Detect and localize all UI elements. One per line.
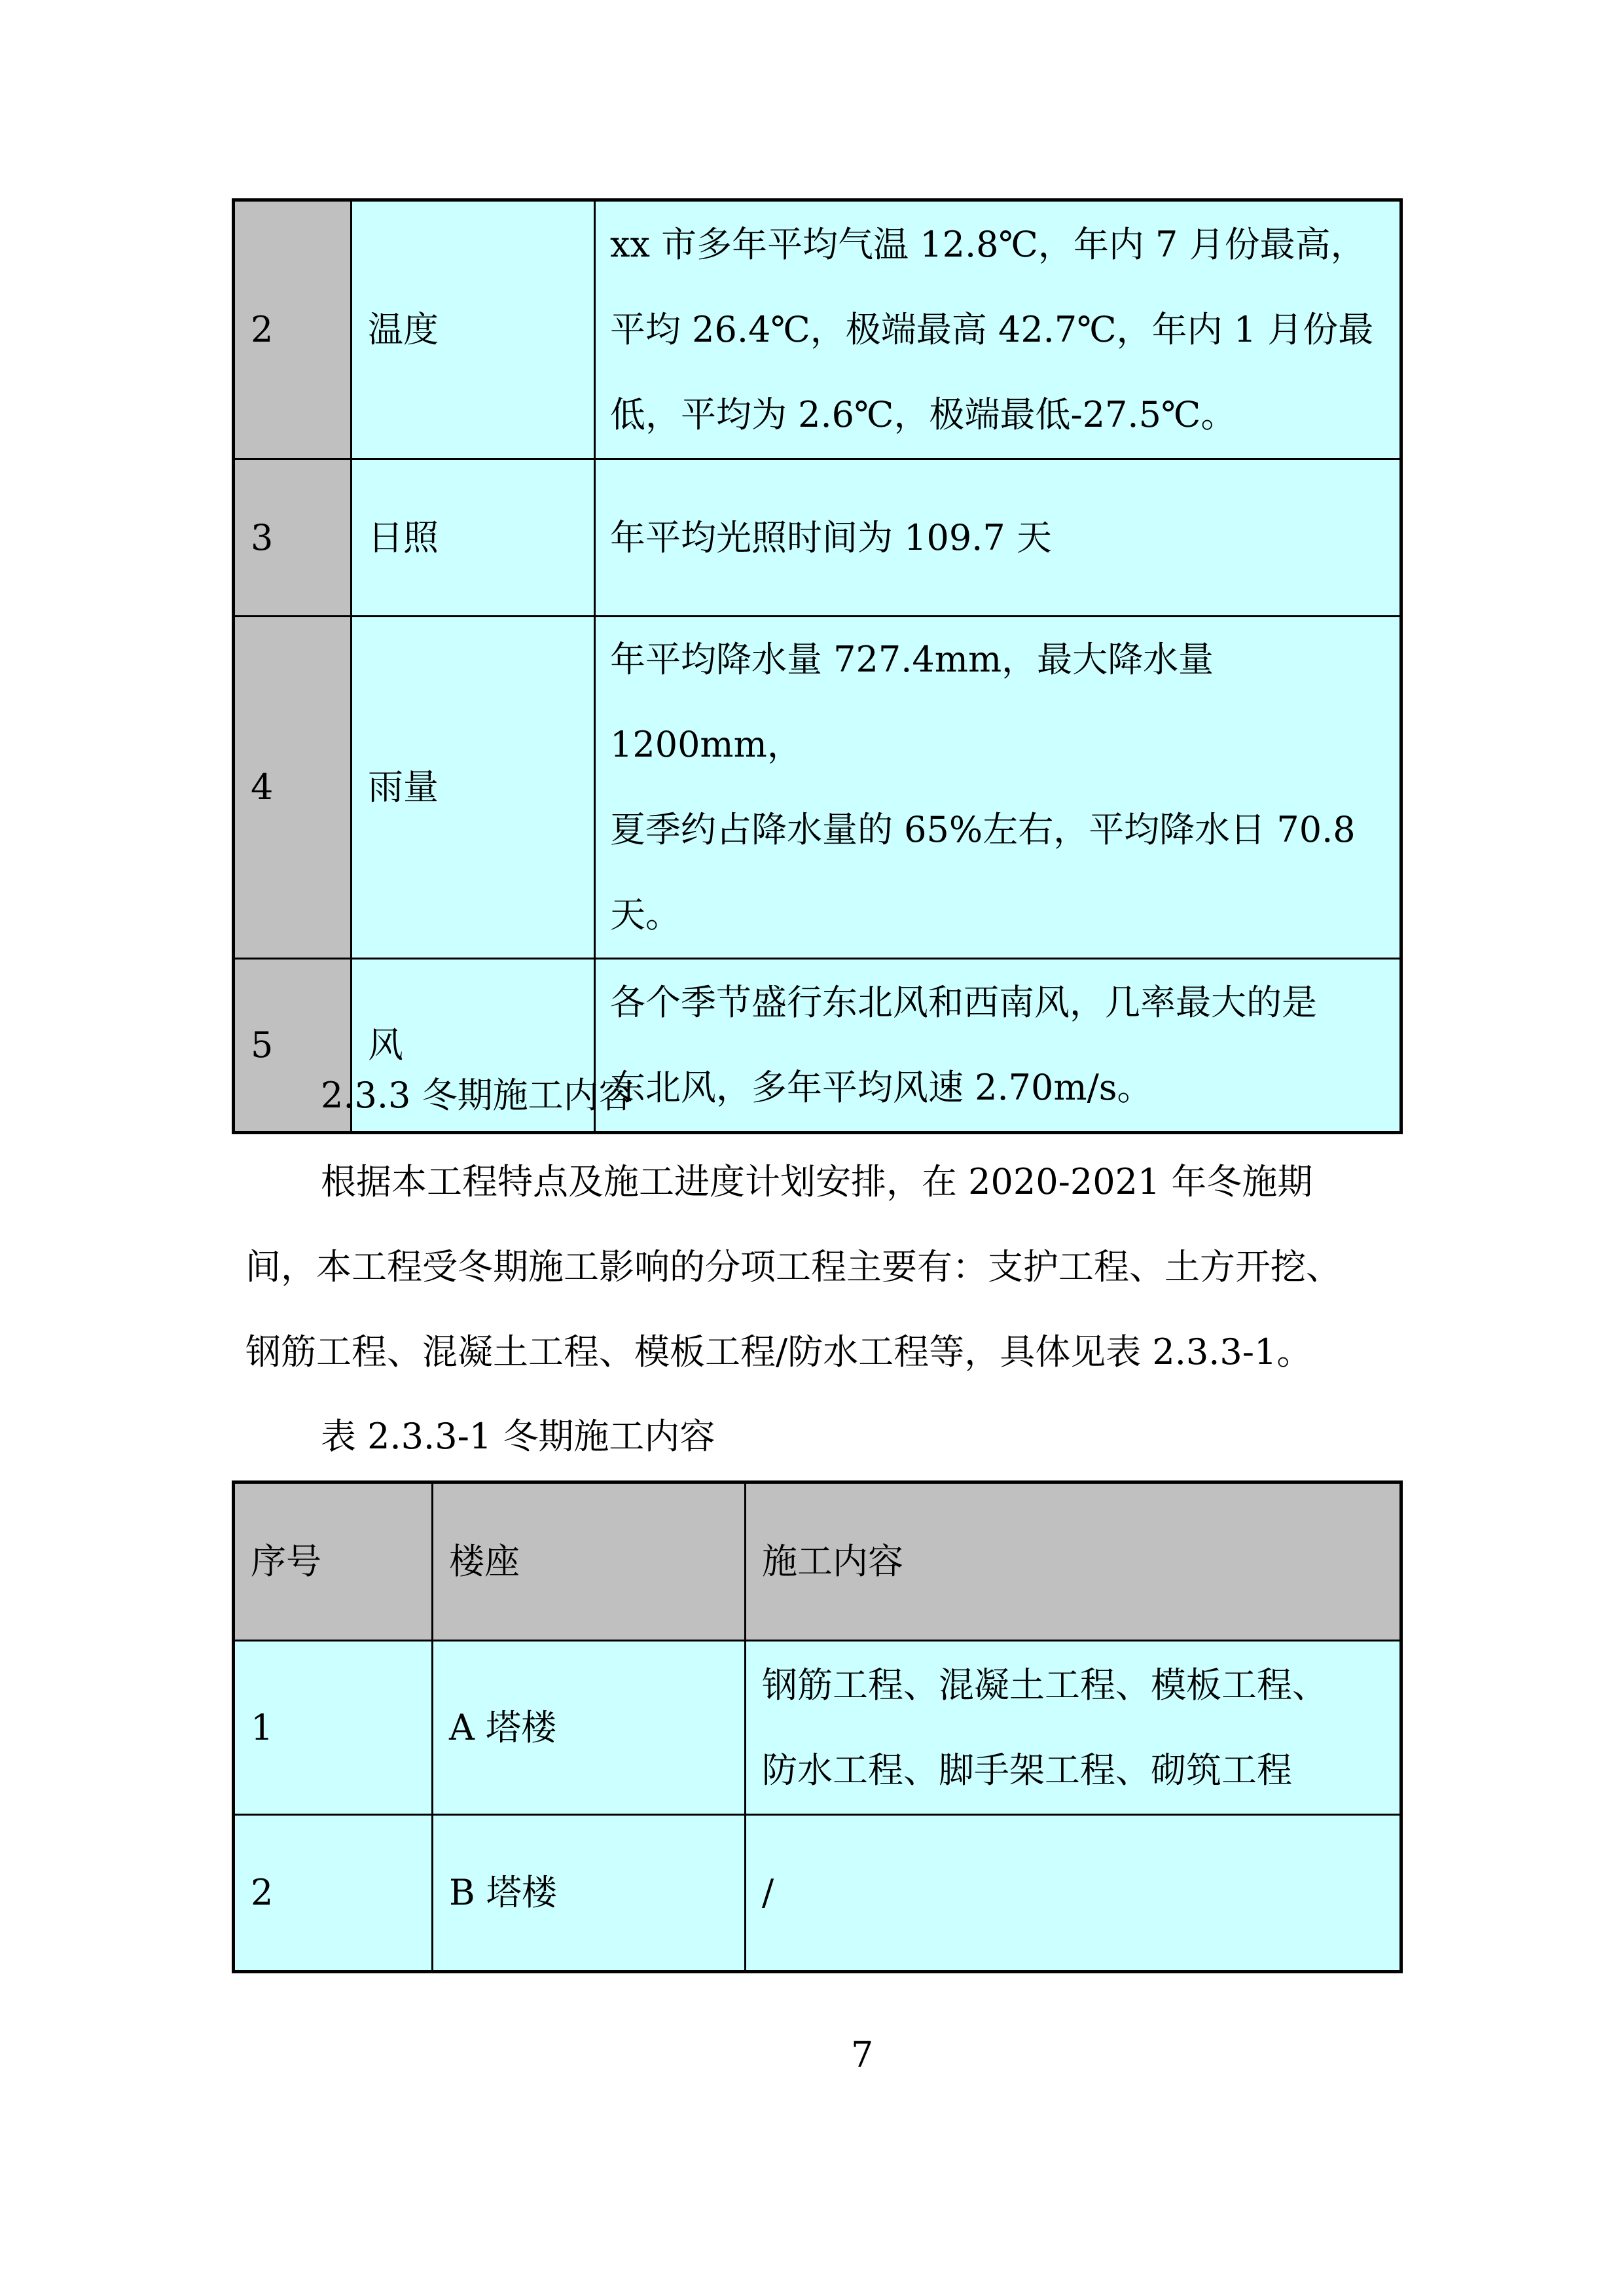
paragraph-line: 间，本工程受冬期施工影响的分项工程主要有：支护工程、土方开挖、: [245, 1246, 1341, 1287]
row-number: 2: [234, 200, 352, 459]
row-number: 1: [234, 1641, 433, 1815]
table-caption: 表 2.3.3-1 冬期施工内容: [321, 1416, 715, 1457]
table-row: [234, 200, 1401, 459]
description-line: 年平均降水量 727.4mm，最大降水量 1200mm，: [610, 639, 1214, 765]
row-number: 3: [234, 459, 352, 617]
paragraph-line: 钢筋工程、混凝土工程、模板工程/防水工程等，具体见表 2.3.3-1。: [245, 1331, 1312, 1372]
climate-description: [595, 459, 1401, 617]
climate-description: [595, 200, 1401, 459]
climate-item: 风: [352, 959, 595, 1133]
climate-item: 温度: [352, 200, 595, 459]
column-header: 施工内容: [746, 1482, 1401, 1641]
climate-table: [232, 198, 1403, 1134]
table-row: [234, 1641, 1401, 1815]
climate-description: [595, 617, 1401, 959]
table-row: [234, 459, 1401, 617]
description-line: 低，平均为 2.6℃，极端最低-27.5℃。: [610, 394, 1236, 435]
building-name: B 塔楼: [433, 1815, 746, 1972]
table-header-row: [234, 1482, 1401, 1641]
description-line: 平均 26.4℃，极端最高 42.7℃，年内 1 月份最: [610, 309, 1374, 350]
climate-description: [595, 959, 1401, 1133]
description-line: 各个季节盛行东北风和西南风，几率最大的是: [610, 982, 1317, 1023]
description-line: 夏季约占降水量的 65%左右，平均降水日 70.8: [610, 809, 1356, 850]
content-line: /: [762, 1872, 774, 1913]
column-header: 楼座: [433, 1482, 746, 1641]
section-heading: 2.3.3 冬期施工内容: [321, 1075, 634, 1116]
construction-content: [746, 1641, 1401, 1815]
row-number: 5: [234, 959, 352, 1133]
climate-item: 日照: [352, 459, 595, 617]
row-number: 2: [234, 1815, 433, 1972]
content-line: 钢筋工程、混凝土工程、模板工程、: [762, 1664, 1327, 1706]
content-line: 防水工程、脚手架工程、砌筑工程: [762, 1749, 1292, 1791]
table-row: [234, 1815, 1401, 1972]
winter-construction-table: [232, 1480, 1403, 1973]
paragraph-line: 根据本工程特点及施工进度计划安排，在 2020-2021 年冬施期: [321, 1161, 1313, 1202]
table-row: [234, 617, 1401, 959]
description-line: xx 市多年平均气温 12.8℃，年内 7 月份最高，: [610, 224, 1366, 265]
column-header: 序号: [234, 1482, 433, 1641]
description-line: 天。: [610, 894, 681, 935]
description-line: 年平均光照时间为 109.7 天: [610, 516, 1052, 558]
row-number: 4: [234, 617, 352, 959]
climate-item: 雨量: [352, 617, 595, 959]
page-number: 7: [851, 2034, 874, 2075]
building-name: A 塔楼: [433, 1641, 746, 1815]
description-line: 东北风，多年平均风速 2.70m/s。: [610, 1067, 1153, 1108]
construction-content: [746, 1815, 1401, 1972]
